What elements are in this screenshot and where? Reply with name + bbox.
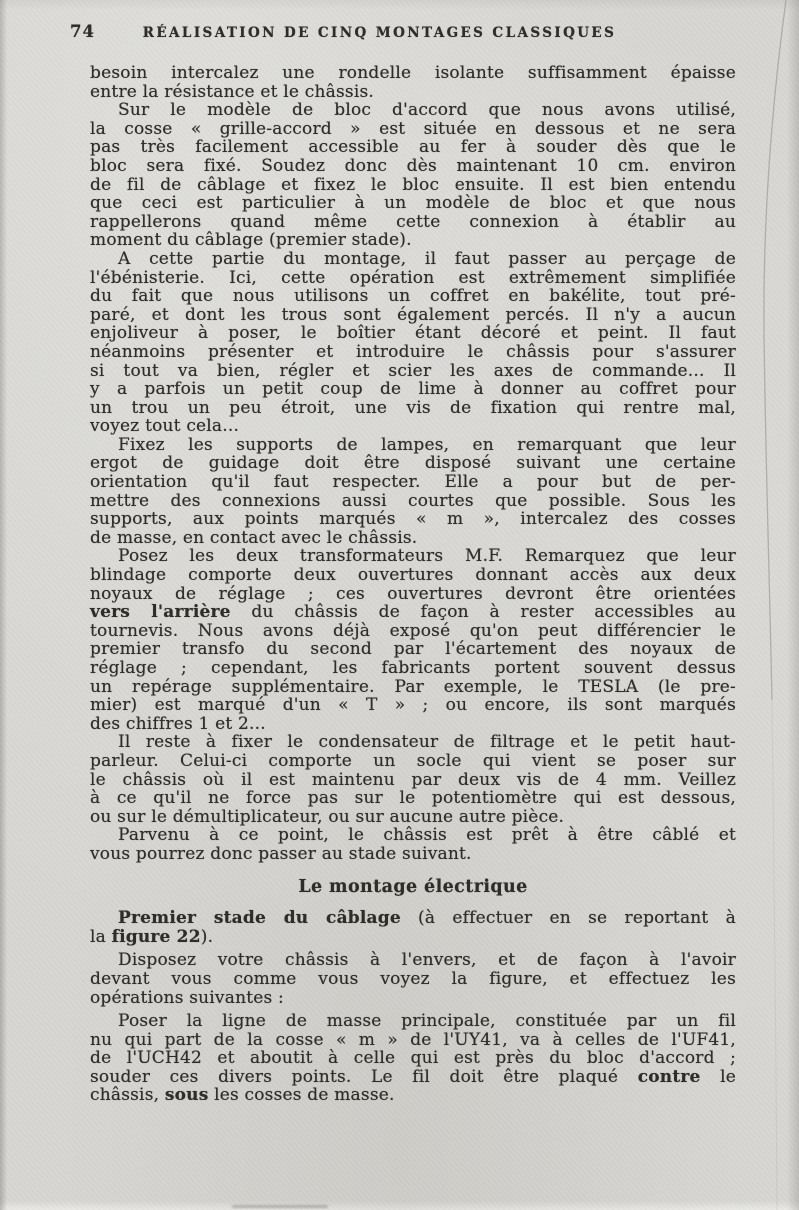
text-line: [90, 733, 736, 752]
text-line: [90, 678, 736, 697]
running-title: RÉALISATION DE CINQ MONTAGES CLASSIQUES: [142, 25, 617, 41]
text-line: [90, 83, 736, 102]
text-run: l'ébénisterie. Ici, cette opération est extrêmement simplifiée: [90, 267, 736, 288]
text-run: Il reste à fixer le condensateur de filtrage et le petit haut-: [118, 732, 736, 753]
paragraph: [90, 101, 736, 250]
text-run: pas très facilement accessible au fer à souder dès que le: [90, 137, 736, 158]
text-run: de fil de câblage et fixez le bloc ensuite. Il est bien entendu: [90, 174, 736, 195]
text-run: premier transfo du second par l'écartement des noyaux de: [90, 639, 736, 660]
text-run: moment du câblage (premier stade).: [90, 230, 412, 251]
page-body: [90, 64, 736, 1105]
text-run: y a parfois un petit coup de lime à donner au coffret pour: [90, 379, 736, 400]
text-line: [90, 715, 736, 734]
text-line: [90, 771, 736, 790]
text-line: [90, 951, 736, 970]
text-run: le: [700, 1066, 736, 1087]
text-line: [90, 928, 736, 947]
text-line: [90, 362, 736, 381]
text-run: (à effectuer en se reportant à: [400, 908, 736, 929]
text-line: [90, 473, 736, 492]
bold-text-run: figure 22: [111, 926, 201, 947]
text-line: [90, 1012, 736, 1031]
paragraph: [90, 826, 736, 863]
paragraph: [90, 64, 736, 101]
text-line: [90, 845, 736, 864]
text-line: [90, 380, 736, 399]
text-run: rappellerons quand même cette connexion à établir au: [90, 211, 736, 232]
page-number: 74: [70, 22, 95, 41]
text-run: Posez les deux transformateurs M.F. Remarquez que leur: [118, 546, 736, 567]
text-line: [90, 826, 736, 845]
paragraph: [90, 909, 736, 946]
text-run: ).: [200, 926, 214, 947]
text-line: [90, 287, 736, 306]
text-line: [90, 752, 736, 771]
bold-text-run: vers l'arrière: [90, 602, 231, 623]
text-line: [90, 120, 736, 139]
text-line: [90, 101, 736, 120]
text-run: parleur. Celui-ci comporte un socle qui vient se poser sur: [90, 750, 736, 771]
text-run: souder ces divers points. Le fil doit être plaqué: [90, 1066, 638, 1087]
text-line: [90, 250, 736, 269]
text-run: que ceci est particulier à un modèle de bloc et que nous: [90, 193, 736, 214]
text-run: néanmoins présenter et introduire le châssis pour s'assurer: [90, 341, 736, 362]
text-run: du châssis de façon à rester accessibles au: [230, 602, 737, 623]
text-run: si tout va bien, régler et scier les axes de commande... Il: [90, 360, 736, 381]
text-line: [90, 603, 736, 622]
text-run: tournevis. Nous avons déjà exposé qu'on peut différencier le: [90, 620, 736, 641]
text-line: [90, 454, 736, 473]
text-run: châssis,: [90, 1085, 165, 1106]
text-run: Fixez les supports de lampes, en remarquant que leur: [118, 434, 736, 455]
text-line: [90, 1031, 736, 1050]
text-run: le châssis où il est maintenu par deux vis de 4 mm. Veillez: [90, 769, 736, 790]
text-line: [90, 157, 736, 176]
text-line: [90, 436, 736, 455]
text-run: les cosses de masse.: [208, 1085, 395, 1106]
text-line: [90, 585, 736, 604]
text-run: voyez tout cela...: [90, 416, 240, 437]
bold-text-run: sous: [164, 1085, 209, 1106]
text-run: A cette partie du montage, il faut passer au perçage de: [118, 248, 736, 269]
text-run: entre la résistance et le châssis.: [90, 81, 374, 102]
text-run: du fait que nous utilisons un coffret en bakélite, tout pré-: [90, 286, 736, 307]
text-line: [90, 989, 736, 1008]
paragraph: [90, 733, 736, 826]
text-run: enjoliveur à poser, le boîtier étant décoré et peint. Il faut: [90, 323, 736, 344]
text-line: [90, 324, 736, 343]
text-run: blindage comporte deux ouvertures donnant accès aux deux: [90, 565, 736, 586]
bold-text-run: contre: [637, 1066, 701, 1087]
text-line: [90, 808, 736, 827]
text-line: [90, 231, 736, 250]
text-run: supports, aux points marqués « m », intercalez des cosses: [90, 509, 736, 530]
text-run: bloc sera fixé. Soudez donc dès maintenant 10 cm. environ: [90, 155, 736, 176]
text-line: [90, 510, 736, 529]
text-run: orientation qu'il faut respecter. Elle a pour but de per-: [90, 472, 736, 493]
text-run: mier) est marqué d'un « T » ; ou encore, ils sont marqués: [90, 695, 736, 716]
text-line: [90, 909, 736, 928]
text-line: [90, 138, 736, 157]
text-run: devant vous comme vous voyez la figure, et effectuez les: [90, 968, 736, 989]
text-run: opérations suivantes :: [90, 987, 284, 1008]
text-line: [90, 399, 736, 418]
text-run: Sur le modèle de bloc d'accord que nous avons utilisé,: [118, 100, 736, 121]
text-line: [90, 547, 736, 566]
text-run: nu qui part de la cosse « m » de l'UY41, va à celles de l'UF41,: [90, 1029, 736, 1050]
text-run: de l'UCH42 et aboutit à celle qui est près du bloc d'accord ;: [90, 1048, 736, 1069]
text-line: [90, 417, 736, 436]
scan-smudge: [232, 1205, 328, 1208]
text-run: des chiffres 1 et 2...: [90, 713, 266, 734]
text-line: [90, 566, 736, 585]
text-line: [90, 1068, 736, 1087]
text-line: [90, 640, 736, 659]
text-run: Disposez votre châssis à l'envers, et de façon à l'avoir: [118, 950, 736, 971]
text-line: [90, 343, 736, 362]
text-run: un trou un peu étroit, une vis de fixation qui rentre mal,: [90, 397, 736, 418]
text-run: à ce qu'il ne force pas sur le potentiomètre qui est dessous,: [90, 788, 736, 809]
text-run: réglage ; cependant, les fabricants portent souvent dessus: [90, 658, 736, 678]
text-line: [90, 492, 736, 511]
text-run: ergot de guidage doit être disposé suivant une certaine: [90, 453, 736, 474]
text-run: la cosse « grille-accord » est située en dessous et ne sera: [90, 118, 736, 139]
text-run: ou sur le démultiplicateur, ou sur aucune autre pièce.: [90, 806, 565, 827]
text-line: [90, 659, 736, 678]
paragraph: [90, 250, 736, 436]
text-line: [90, 789, 736, 808]
text-line: [90, 213, 736, 232]
text-run: Parvenu à ce point, le châssis est prêt à être câblé et: [118, 825, 736, 846]
paragraph: [90, 1012, 736, 1105]
text-line: [90, 64, 736, 83]
paragraph: [90, 547, 736, 733]
text-line: [90, 306, 736, 325]
text-run: Poser la ligne de masse principale, constituée par un fil: [118, 1011, 736, 1032]
text-run: paré, et dont les trous sont également percés. Il n'y a aucun: [90, 304, 736, 325]
text-line: [90, 696, 736, 715]
paragraph: [90, 436, 736, 548]
text-run: un repérage supplémentaire. Par exemple, le TESLA (le pre-: [90, 676, 736, 697]
text-line: [90, 622, 736, 641]
text-line: [90, 194, 736, 213]
text-line: [90, 529, 736, 548]
text-line: [90, 970, 736, 989]
paragraph: [90, 951, 736, 1007]
text-line: [90, 1049, 736, 1068]
bold-text-run: Premier stade du câblage: [118, 908, 401, 929]
section-heading: Le montage électrique: [298, 876, 528, 897]
text-run: mettre des connexions aussi courtes que possible. Sous les: [90, 490, 736, 511]
text-run: de masse, en contact avec le châssis.: [90, 527, 418, 548]
text-run: besoin intercalez une rondelle isolante suffisamment épaisse: [90, 63, 736, 83]
text-run: vous pourrez donc passer au stade suivant.: [90, 843, 472, 864]
text-line: [90, 176, 736, 195]
text-line: [90, 1086, 736, 1105]
text-run: noyaux de réglage ; ces ouvertures devront être orientées: [90, 583, 736, 604]
text-line: [90, 269, 736, 288]
text-run: la: [90, 926, 112, 947]
